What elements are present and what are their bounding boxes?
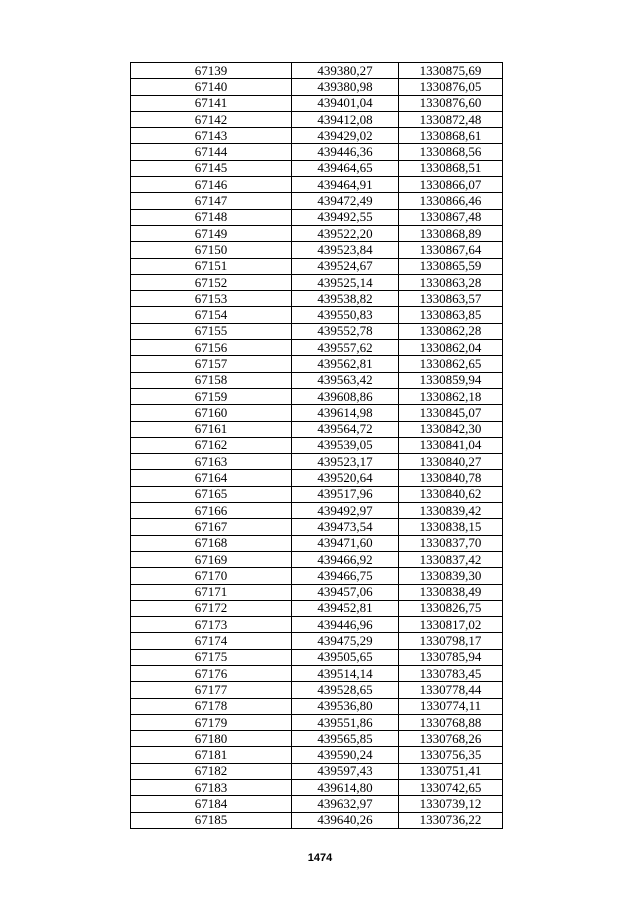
table-row — [131, 780, 503, 796]
y-coordinate-cell: 1330783,45 — [399, 665, 503, 681]
x-coordinate-cell: 439551,86 — [292, 714, 399, 730]
y-coordinate-cell: 1330837,70 — [399, 535, 503, 551]
x-coordinate-cell: 439401,04 — [292, 95, 399, 111]
table-row — [131, 323, 503, 339]
x-coordinate-cell: 439525,14 — [292, 274, 399, 290]
table-row — [131, 812, 503, 828]
x-coordinate-cell: 439464,65 — [292, 160, 399, 176]
x-coordinate-cell: 439557,62 — [292, 340, 399, 356]
table-row — [131, 95, 503, 111]
table-row — [131, 63, 503, 79]
y-coordinate-cell: 1330742,65 — [399, 780, 503, 796]
y-coordinate-cell: 1330768,88 — [399, 714, 503, 730]
y-coordinate-cell: 1330866,46 — [399, 193, 503, 209]
table-row — [131, 600, 503, 616]
x-coordinate-cell: 439492,55 — [292, 209, 399, 225]
table-row — [131, 111, 503, 127]
x-coordinate-cell: 439517,96 — [292, 486, 399, 502]
table-row — [131, 470, 503, 486]
table-row — [131, 535, 503, 551]
page-number: 1474 — [307, 852, 333, 864]
point-number-cell: 67173 — [131, 617, 292, 633]
table-row — [131, 160, 503, 176]
point-number-cell: 67160 — [131, 405, 292, 421]
x-coordinate-cell: 439380,98 — [292, 79, 399, 95]
point-number-cell: 67156 — [131, 340, 292, 356]
point-number-cell: 67143 — [131, 128, 292, 144]
point-number-cell: 67180 — [131, 731, 292, 747]
point-number-cell: 67141 — [131, 95, 292, 111]
x-coordinate-cell: 439471,60 — [292, 535, 399, 551]
point-number-cell: 67164 — [131, 470, 292, 486]
point-number-cell: 67139 — [131, 63, 292, 79]
table-row — [131, 584, 503, 600]
point-number-cell: 67168 — [131, 535, 292, 551]
point-number-cell: 67159 — [131, 388, 292, 404]
x-coordinate-cell: 439505,65 — [292, 649, 399, 665]
x-coordinate-cell: 439614,80 — [292, 780, 399, 796]
table-row — [131, 796, 503, 812]
x-coordinate-cell: 439608,86 — [292, 388, 399, 404]
y-coordinate-cell: 1330839,30 — [399, 568, 503, 584]
point-number-cell: 67146 — [131, 177, 292, 193]
table-row — [131, 682, 503, 698]
table-row — [131, 503, 503, 519]
table-row — [131, 568, 503, 584]
point-number-cell: 67181 — [131, 747, 292, 763]
y-coordinate-cell: 1330785,94 — [399, 649, 503, 665]
x-coordinate-cell: 439475,29 — [292, 633, 399, 649]
table-row — [131, 486, 503, 502]
y-coordinate-cell: 1330865,59 — [399, 258, 503, 274]
y-coordinate-cell: 1330774,11 — [399, 698, 503, 714]
table-row — [131, 274, 503, 290]
table-row — [131, 144, 503, 160]
table-row — [131, 665, 503, 681]
x-coordinate-cell: 439550,83 — [292, 307, 399, 323]
table-row — [131, 747, 503, 763]
point-number-cell: 67144 — [131, 144, 292, 160]
x-coordinate-cell: 439524,67 — [292, 258, 399, 274]
point-number-cell: 67142 — [131, 111, 292, 127]
table-row — [131, 405, 503, 421]
x-coordinate-cell: 439473,54 — [292, 519, 399, 535]
table-row — [131, 731, 503, 747]
x-coordinate-cell: 439614,98 — [292, 405, 399, 421]
x-coordinate-cell: 439492,97 — [292, 503, 399, 519]
point-number-cell: 67171 — [131, 584, 292, 600]
point-number-cell: 67154 — [131, 307, 292, 323]
y-coordinate-cell: 1330867,64 — [399, 242, 503, 258]
x-coordinate-cell: 439446,36 — [292, 144, 399, 160]
x-coordinate-cell: 439536,80 — [292, 698, 399, 714]
table-row — [131, 193, 503, 209]
point-number-cell: 67174 — [131, 633, 292, 649]
x-coordinate-cell: 439457,06 — [292, 584, 399, 600]
y-coordinate-cell: 1330862,28 — [399, 323, 503, 339]
table-row — [131, 225, 503, 241]
point-number-cell: 67165 — [131, 486, 292, 502]
coordinates-table — [130, 62, 503, 829]
point-number-cell: 67149 — [131, 225, 292, 241]
point-number-cell: 67148 — [131, 209, 292, 225]
table-row — [131, 388, 503, 404]
x-coordinate-cell: 439523,17 — [292, 454, 399, 470]
x-coordinate-cell: 439565,85 — [292, 731, 399, 747]
y-coordinate-cell: 1330778,44 — [399, 682, 503, 698]
table-row — [131, 617, 503, 633]
x-coordinate-cell: 439632,97 — [292, 796, 399, 812]
x-coordinate-cell: 439538,82 — [292, 291, 399, 307]
x-coordinate-cell: 439590,24 — [292, 747, 399, 763]
table-row — [131, 128, 503, 144]
y-coordinate-cell: 1330838,15 — [399, 519, 503, 535]
y-coordinate-cell: 1330868,56 — [399, 144, 503, 160]
y-coordinate-cell: 1330867,48 — [399, 209, 503, 225]
table-row — [131, 79, 503, 95]
table-row — [131, 519, 503, 535]
y-coordinate-cell: 1330838,49 — [399, 584, 503, 600]
y-coordinate-cell: 1330826,75 — [399, 600, 503, 616]
x-coordinate-cell: 439552,78 — [292, 323, 399, 339]
x-coordinate-cell: 439452,81 — [292, 600, 399, 616]
y-coordinate-cell: 1330866,07 — [399, 177, 503, 193]
table-row — [131, 698, 503, 714]
y-coordinate-cell: 1330840,27 — [399, 454, 503, 470]
point-number-cell: 67145 — [131, 160, 292, 176]
table-row — [131, 177, 503, 193]
point-number-cell: 67155 — [131, 323, 292, 339]
point-number-cell: 67153 — [131, 291, 292, 307]
y-coordinate-cell: 1330817,02 — [399, 617, 503, 633]
x-coordinate-cell: 439539,05 — [292, 437, 399, 453]
point-number-cell: 67147 — [131, 193, 292, 209]
point-number-cell: 67182 — [131, 763, 292, 779]
y-coordinate-cell: 1330872,48 — [399, 111, 503, 127]
x-coordinate-cell: 439429,02 — [292, 128, 399, 144]
x-coordinate-cell: 439520,64 — [292, 470, 399, 486]
y-coordinate-cell: 1330839,42 — [399, 503, 503, 519]
point-number-cell: 67157 — [131, 356, 292, 372]
point-number-cell: 67179 — [131, 714, 292, 730]
x-coordinate-cell: 439528,65 — [292, 682, 399, 698]
point-number-cell: 67140 — [131, 79, 292, 95]
table-row — [131, 356, 503, 372]
point-number-cell: 67184 — [131, 796, 292, 812]
y-coordinate-cell: 1330862,18 — [399, 388, 503, 404]
table-row — [131, 551, 503, 567]
table-row — [131, 633, 503, 649]
y-coordinate-cell: 1330841,04 — [399, 437, 503, 453]
point-number-cell: 67152 — [131, 274, 292, 290]
table-row — [131, 242, 503, 258]
point-number-cell: 67151 — [131, 258, 292, 274]
x-coordinate-cell: 439564,72 — [292, 421, 399, 437]
point-number-cell: 67163 — [131, 454, 292, 470]
x-coordinate-cell: 439563,42 — [292, 372, 399, 388]
point-number-cell: 67169 — [131, 551, 292, 567]
y-coordinate-cell: 1330863,28 — [399, 274, 503, 290]
point-number-cell: 67166 — [131, 503, 292, 519]
y-coordinate-cell: 1330845,07 — [399, 405, 503, 421]
y-coordinate-cell: 1330868,51 — [399, 160, 503, 176]
point-number-cell: 67162 — [131, 437, 292, 453]
table-row — [131, 258, 503, 274]
point-number-cell: 67175 — [131, 649, 292, 665]
y-coordinate-cell: 1330739,12 — [399, 796, 503, 812]
table-row — [131, 421, 503, 437]
y-coordinate-cell: 1330876,60 — [399, 95, 503, 111]
x-coordinate-cell: 439446,96 — [292, 617, 399, 633]
point-number-cell: 67167 — [131, 519, 292, 535]
x-coordinate-cell: 439380,27 — [292, 63, 399, 79]
coordinates-table-body — [131, 63, 503, 829]
y-coordinate-cell: 1330876,05 — [399, 79, 503, 95]
y-coordinate-cell: 1330868,61 — [399, 128, 503, 144]
table-row — [131, 307, 503, 323]
table-row — [131, 340, 503, 356]
x-coordinate-cell: 439412,08 — [292, 111, 399, 127]
y-coordinate-cell: 1330862,65 — [399, 356, 503, 372]
x-coordinate-cell: 439472,49 — [292, 193, 399, 209]
y-coordinate-cell: 1330875,69 — [399, 63, 503, 79]
x-coordinate-cell: 439522,20 — [292, 225, 399, 241]
point-number-cell: 67158 — [131, 372, 292, 388]
point-number-cell: 67176 — [131, 665, 292, 681]
table-row — [131, 209, 503, 225]
x-coordinate-cell: 439466,92 — [292, 551, 399, 567]
y-coordinate-cell: 1330736,22 — [399, 812, 503, 828]
y-coordinate-cell: 1330798,17 — [399, 633, 503, 649]
y-coordinate-cell: 1330859,94 — [399, 372, 503, 388]
x-coordinate-cell: 439597,43 — [292, 763, 399, 779]
point-number-cell: 67178 — [131, 698, 292, 714]
point-number-cell: 67150 — [131, 242, 292, 258]
y-coordinate-cell: 1330756,35 — [399, 747, 503, 763]
y-coordinate-cell: 1330768,26 — [399, 731, 503, 747]
point-number-cell: 67170 — [131, 568, 292, 584]
y-coordinate-cell: 1330842,30 — [399, 421, 503, 437]
y-coordinate-cell: 1330840,62 — [399, 486, 503, 502]
y-coordinate-cell: 1330863,85 — [399, 307, 503, 323]
y-coordinate-cell: 1330751,41 — [399, 763, 503, 779]
table-row — [131, 372, 503, 388]
point-number-cell: 67161 — [131, 421, 292, 437]
table-row — [131, 714, 503, 730]
point-number-cell: 67177 — [131, 682, 292, 698]
table-row — [131, 454, 503, 470]
x-coordinate-cell: 439523,84 — [292, 242, 399, 258]
table-row — [131, 437, 503, 453]
y-coordinate-cell: 1330863,57 — [399, 291, 503, 307]
x-coordinate-cell: 439464,91 — [292, 177, 399, 193]
x-coordinate-cell: 439514,14 — [292, 665, 399, 681]
point-number-cell: 67183 — [131, 780, 292, 796]
y-coordinate-cell: 1330837,42 — [399, 551, 503, 567]
table-row — [131, 763, 503, 779]
y-coordinate-cell: 1330840,78 — [399, 470, 503, 486]
point-number-cell: 67172 — [131, 600, 292, 616]
point-number-cell: 67185 — [131, 812, 292, 828]
table-row — [131, 649, 503, 665]
y-coordinate-cell: 1330862,04 — [399, 340, 503, 356]
x-coordinate-cell: 439562,81 — [292, 356, 399, 372]
table-row — [131, 291, 503, 307]
x-coordinate-cell: 439466,75 — [292, 568, 399, 584]
y-coordinate-cell: 1330868,89 — [399, 225, 503, 241]
x-coordinate-cell: 439640,26 — [292, 812, 399, 828]
